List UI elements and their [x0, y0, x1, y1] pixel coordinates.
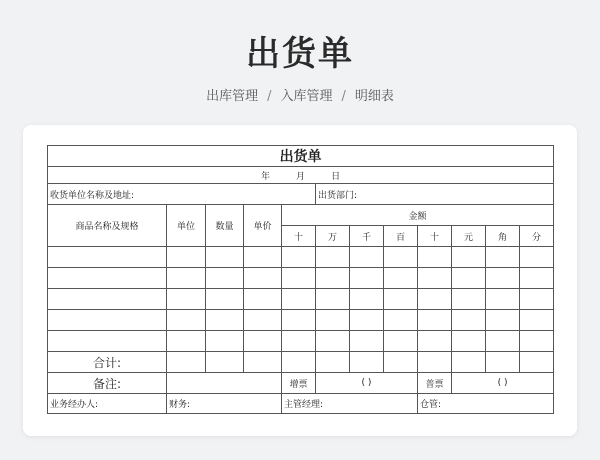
- item-cell[interactable]: [384, 247, 418, 268]
- total-cell[interactable]: [167, 352, 206, 373]
- item-rows: [48, 247, 554, 352]
- warehouse-field[interactable]: 仓管:: [418, 394, 554, 414]
- item-cell[interactable]: [452, 247, 486, 268]
- item-cell[interactable]: [316, 289, 350, 310]
- item-cell[interactable]: [244, 289, 282, 310]
- item-cell[interactable]: [48, 268, 167, 289]
- table-row: [48, 247, 554, 268]
- item-cell[interactable]: [350, 247, 384, 268]
- digit-header: 角: [486, 226, 520, 247]
- total-cell[interactable]: [418, 352, 452, 373]
- item-cell[interactable]: [486, 289, 520, 310]
- table-row: [48, 331, 554, 352]
- item-cell[interactable]: [316, 268, 350, 289]
- digit-header: 十: [418, 226, 452, 247]
- item-cell[interactable]: [167, 247, 206, 268]
- item-cell[interactable]: [520, 247, 554, 268]
- shipment-form: [47, 145, 554, 414]
- item-cell[interactable]: [418, 247, 452, 268]
- item-cell[interactable]: [167, 310, 206, 331]
- item-cell[interactable]: [350, 310, 384, 331]
- item-cell[interactable]: [520, 310, 554, 331]
- breadcrumb-separator: /: [267, 89, 272, 104]
- item-cell[interactable]: [486, 268, 520, 289]
- item-cell[interactable]: [48, 247, 167, 268]
- total-cell[interactable]: [520, 352, 554, 373]
- item-cell[interactable]: [206, 289, 244, 310]
- item-cell[interactable]: [48, 331, 167, 352]
- total-cell[interactable]: [350, 352, 384, 373]
- header-unit: 单位: [167, 205, 206, 247]
- header-amount: 金额: [282, 205, 554, 226]
- item-cell[interactable]: [206, 268, 244, 289]
- item-cell[interactable]: [316, 331, 350, 352]
- invoice-normal-label: 普票: [418, 373, 452, 394]
- item-cell[interactable]: [520, 331, 554, 352]
- header-qty: 数量: [206, 205, 244, 247]
- item-cell[interactable]: [384, 331, 418, 352]
- item-cell[interactable]: [418, 268, 452, 289]
- date-line: [48, 167, 554, 184]
- item-cell[interactable]: [48, 289, 167, 310]
- date-year: 年: [261, 171, 271, 182]
- item-cell[interactable]: [244, 268, 282, 289]
- header-price: 单价: [244, 205, 282, 247]
- item-cell[interactable]: [48, 310, 167, 331]
- item-cell[interactable]: [282, 247, 316, 268]
- item-cell[interactable]: [167, 289, 206, 310]
- item-cell[interactable]: [350, 289, 384, 310]
- item-cell[interactable]: [244, 247, 282, 268]
- item-cell[interactable]: [206, 310, 244, 331]
- item-cell[interactable]: [384, 310, 418, 331]
- dept-field[interactable]: 出货部门:: [316, 184, 554, 205]
- total-cell[interactable]: [452, 352, 486, 373]
- total-cell[interactable]: [384, 352, 418, 373]
- invoice-normal-field[interactable]: ( ): [452, 373, 554, 394]
- breadcrumb-detail[interactable]: 明细表: [354, 89, 394, 104]
- item-cell[interactable]: [486, 247, 520, 268]
- item-cell[interactable]: [167, 268, 206, 289]
- table-row: [48, 289, 554, 310]
- item-cell[interactable]: [418, 289, 452, 310]
- item-cell[interactable]: [206, 247, 244, 268]
- digit-header: 千: [350, 226, 384, 247]
- manager-field[interactable]: 主管经理:: [282, 394, 418, 414]
- item-cell[interactable]: [418, 310, 452, 331]
- invoice-special-field[interactable]: ( ): [316, 373, 418, 394]
- page-title: 出货单: [246, 34, 354, 74]
- item-cell[interactable]: [384, 289, 418, 310]
- item-cell[interactable]: [282, 331, 316, 352]
- item-cell[interactable]: [452, 289, 486, 310]
- invoice-special-label: 增票: [282, 373, 316, 394]
- breadcrumb-inbound[interactable]: 入库管理: [280, 89, 333, 104]
- item-cell[interactable]: [452, 268, 486, 289]
- form-title: 出货单: [48, 146, 554, 167]
- total-cell[interactable]: [206, 352, 244, 373]
- header-product: 商品名称及规格: [48, 205, 167, 247]
- item-cell[interactable]: [452, 331, 486, 352]
- item-cell[interactable]: [316, 310, 350, 331]
- item-cell[interactable]: [350, 268, 384, 289]
- receiver-field[interactable]: 收货单位名称及地址:: [48, 184, 316, 205]
- breadcrumb-separator: /: [341, 89, 346, 104]
- agent-field[interactable]: 业务经办人:: [48, 394, 167, 414]
- item-cell[interactable]: [316, 247, 350, 268]
- finance-field[interactable]: 财务:: [167, 394, 282, 414]
- item-cell[interactable]: [282, 268, 316, 289]
- item-cell[interactable]: [520, 289, 554, 310]
- item-cell[interactable]: [520, 268, 554, 289]
- item-cell[interactable]: [244, 331, 282, 352]
- item-cell[interactable]: [282, 289, 316, 310]
- total-cell[interactable]: [486, 352, 520, 373]
- item-cell[interactable]: [418, 331, 452, 352]
- remark-label: 备注:: [48, 373, 167, 394]
- document-card: [23, 125, 577, 436]
- total-cell[interactable]: [316, 352, 350, 373]
- item-cell[interactable]: [167, 331, 206, 352]
- item-cell[interactable]: [206, 331, 244, 352]
- table-row: [48, 310, 554, 331]
- digit-header: 万: [316, 226, 350, 247]
- item-cell[interactable]: [384, 268, 418, 289]
- digit-header: 十: [282, 226, 316, 247]
- item-cell[interactable]: [244, 310, 282, 331]
- total-label: 合计:: [48, 352, 167, 373]
- item-cell[interactable]: [486, 331, 520, 352]
- digit-header: 元: [452, 226, 486, 247]
- breadcrumb: [0, 85, 600, 104]
- item-cell[interactable]: [282, 310, 316, 331]
- digit-header: 分: [520, 226, 554, 247]
- total-cell[interactable]: [282, 352, 316, 373]
- digit-header: 百: [384, 226, 418, 247]
- item-cell[interactable]: [350, 331, 384, 352]
- item-cell[interactable]: [452, 310, 486, 331]
- item-cell[interactable]: [486, 310, 520, 331]
- date-month: 月: [296, 171, 306, 182]
- total-cell[interactable]: [244, 352, 282, 373]
- date-day: 日: [331, 171, 341, 182]
- table-row: [48, 268, 554, 289]
- breadcrumb-outbound[interactable]: 出库管理: [206, 89, 259, 104]
- remark-field[interactable]: [167, 373, 282, 394]
